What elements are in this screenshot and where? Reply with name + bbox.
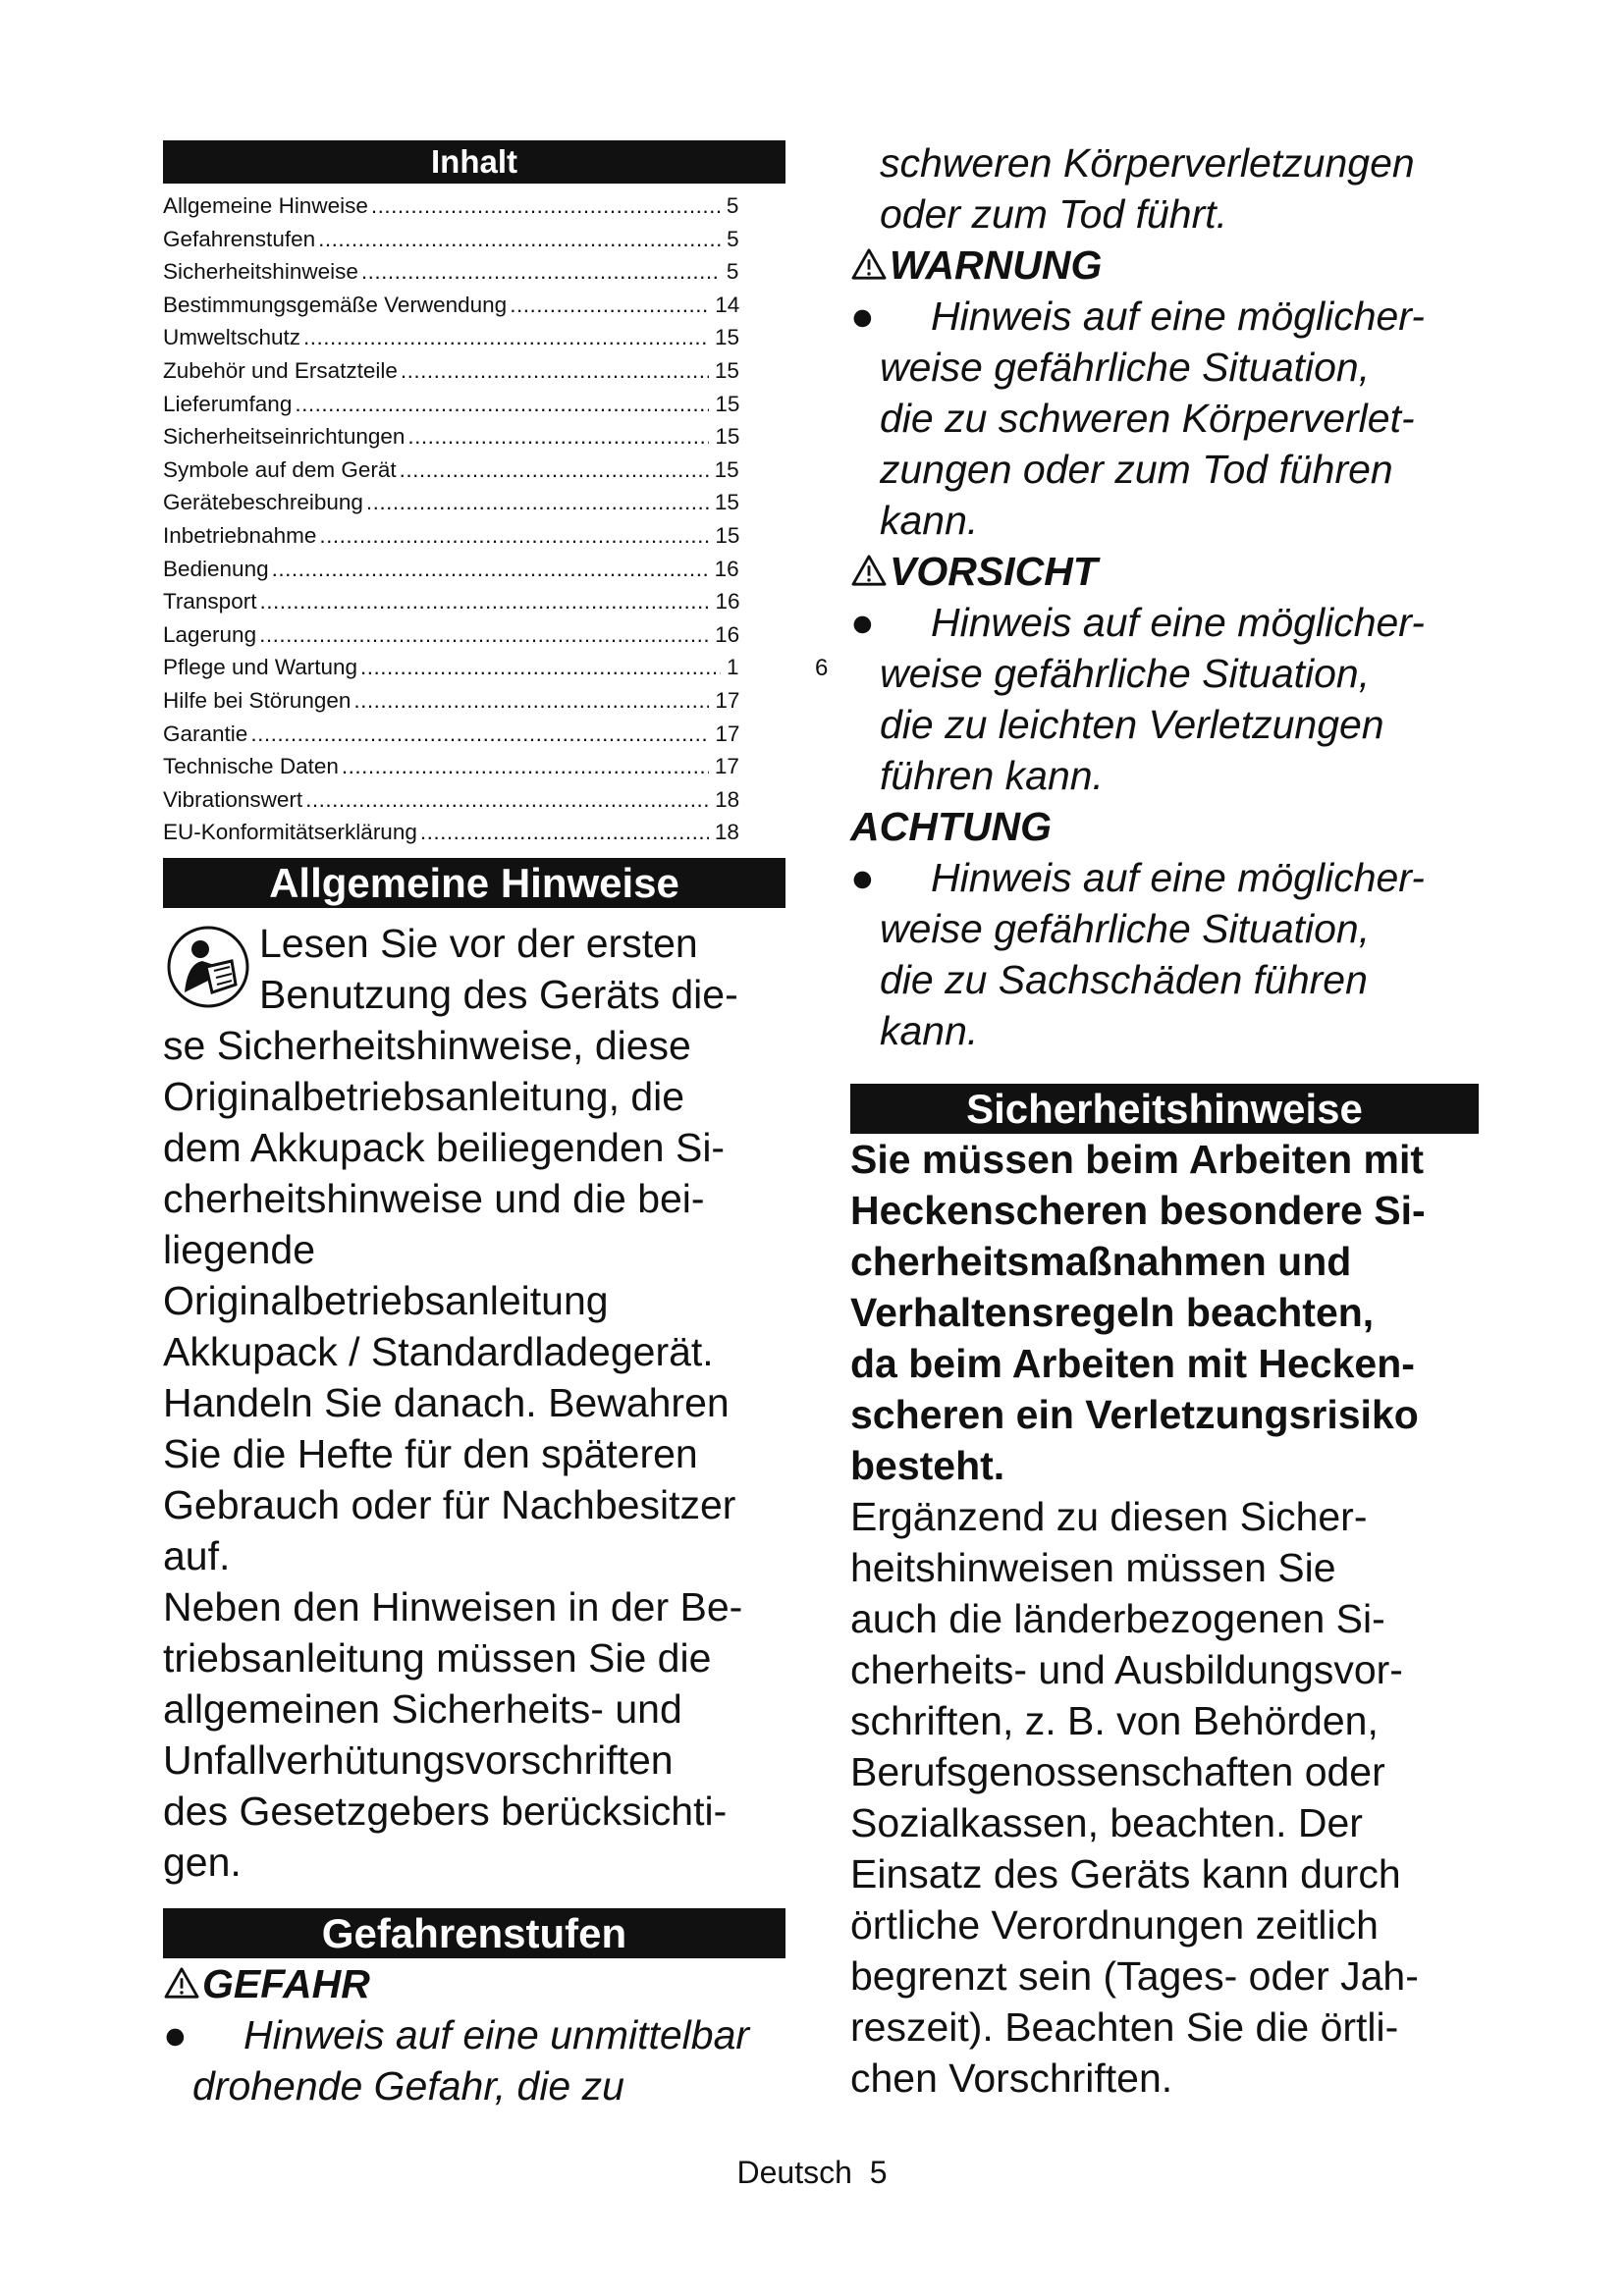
safety-normal-text [850, 1491, 1479, 2104]
toc-leader-dots [360, 651, 721, 684]
level-vorsicht: VORSICHT [850, 546, 1479, 597]
toc-entry[interactable] [163, 420, 785, 454]
toc-entry-label: Vibrationswert [163, 786, 303, 812]
text-line: weise gefährliche Situation, [880, 345, 1371, 390]
text-line: Handeln Sie danach. Bewahren [163, 1379, 730, 1425]
text-line: örtliche Verordnungen zeitlich [850, 1902, 1379, 1948]
toc-leader-dots [259, 585, 709, 618]
toc-entry[interactable] [163, 553, 785, 586]
text-line: Berufsgenossenschaften oder [850, 1749, 1385, 1794]
toc-leader-dots [401, 354, 709, 388]
text-line: die zu Sachschäden führen [880, 957, 1368, 1002]
toc-entry-page: 14 [715, 292, 740, 317]
text-line: weise gefährliche Situation, [880, 906, 1371, 951]
toc-leader-dots [420, 816, 709, 849]
toc-entry[interactable] [163, 454, 785, 487]
section-title-safety: Sicherheitshinweise [850, 1084, 1479, 1134]
toc-entry-label: Lagerung [163, 621, 257, 647]
toc-entry-page: 15 [715, 391, 740, 416]
toc-leader-dots [510, 289, 709, 322]
toc-entry-label: Allgemeine Hinweise [163, 193, 368, 218]
level-gefahr: GEFAHR [163, 1958, 785, 2009]
toc-entry-page: 16 [714, 556, 739, 581]
toc-entry-label: Transport [163, 589, 257, 614]
text-line: Sie müssen beim Arbeiten mit [850, 1137, 1425, 1182]
text-line: weise gefährliche Situation, [880, 651, 1371, 696]
level-warnung: WARNUNG [850, 240, 1479, 291]
text-line: gen. [163, 1839, 242, 1885]
text-line: des Gesetzgebers berücksichti- [163, 1788, 728, 1834]
toc-entry[interactable] [163, 651, 785, 684]
text-line: heitshinweisen müssen Sie [850, 1545, 1336, 1590]
gefahr-text: ● Hinweis auf eine unmittelbar drohende Gefahr, die zu [163, 2009, 785, 2111]
vorsicht-text: ● Hinweis auf eine möglicher- weise gefährliche Situation, die zu leichten Verletzungen führen kann. [850, 597, 1479, 801]
text-line: triebsanleitung müssen Sie die [163, 1634, 712, 1681]
toc-entry-label: Hilfe bei Störungen [163, 687, 352, 713]
text-line: oder zum Tod führt. [880, 191, 1228, 237]
toc-entry-page: 17 [715, 687, 740, 713]
toc-entry-page: 1 [727, 655, 739, 680]
page-footer [0, 2155, 1624, 2191]
toc-entry[interactable] [163, 255, 785, 289]
stray-page-digit: 6 [815, 655, 829, 681]
toc-entry-page: 18 [714, 820, 739, 845]
toc-leader-dots [259, 618, 709, 652]
text-line: Ergänzend zu diesen Sicher- [850, 1494, 1368, 1539]
toc-entry[interactable] [163, 519, 785, 553]
general-intro [163, 918, 785, 1888]
toc-entry-page: 16 [715, 621, 740, 647]
toc-entry-label: Symbole auf dem Gerät [163, 456, 397, 482]
text-line: cherheitsmaßnahmen und [850, 1239, 1352, 1284]
general-paragraph-2 [163, 1581, 785, 1888]
toc-entry[interactable] [163, 289, 785, 322]
text-line: kann. [880, 1008, 979, 1053]
toc-leader-dots [353, 684, 709, 718]
toc-entry[interactable] [163, 783, 785, 817]
text-line: auch die länderbezogenen Si- [850, 1596, 1385, 1641]
section-title-hazard: Gefahrenstufen [163, 1908, 785, 1958]
text-line: Verhaltensregeln beachten, [850, 1290, 1375, 1335]
warnung-text: ● Hinweis auf eine möglicher- weise gefährliche Situation, die zu schweren Körperverlet- zungen oder zum Tod führen kann. [850, 291, 1479, 546]
toc-leader-dots [400, 454, 709, 487]
left-column [163, 140, 785, 2111]
footer-language: Deutsch [736, 2155, 852, 2190]
toc-entry[interactable] [163, 321, 785, 354]
text-line: Gebrauch oder für Nachbesitzer [163, 1481, 736, 1527]
text-line: zungen oder zum Tod führen [880, 447, 1393, 492]
toc-entry-page: 15 [715, 325, 740, 350]
toc-entry-label: Pflege und Wartung [163, 655, 358, 680]
text-line: cherheitshinweise und die bei- [163, 1175, 705, 1221]
level-achtung: ACHTUNG [850, 804, 1052, 849]
toc-leader-dots [303, 321, 709, 354]
text-line: allgemeinen Sicherheits- und [163, 1685, 682, 1732]
text-line: die zu leichten Verletzungen [880, 702, 1384, 747]
toc-entry-page: 5 [726, 193, 739, 218]
text-line: chen Vorschriften. [850, 2056, 1173, 2101]
toc-entry-label: Technische Daten [163, 754, 339, 779]
text-line: Unfallverhütungsvorschriften [163, 1736, 674, 1783]
text-line: drohende Gefahr, die zu [192, 2062, 624, 2109]
toc-entry-label: Bedienung [163, 556, 269, 581]
read-manual-icon [163, 922, 261, 1020]
toc-entry-label: Sicherheitshinweise [163, 259, 358, 285]
gefahr-text-continued [850, 137, 1479, 240]
toc-entry-label: Garantie [163, 721, 248, 746]
text-line: Einsatz des Geräts kann durch [850, 1851, 1401, 1896]
text-line: schriften, z. B. von Behörden, [850, 1698, 1379, 1743]
toc-entry[interactable] [163, 684, 785, 718]
toc-leader-dots [250, 718, 709, 751]
toc-leader-dots [361, 255, 721, 289]
text-line: Benutzung des Geräts die- [259, 971, 738, 1017]
text-line: cherheits- und Ausbildungsvor- [850, 1647, 1403, 1692]
text-line: liegende [163, 1226, 316, 1272]
text-line: reszeit). Beachten Sie die örtli- [850, 2004, 1399, 2050]
text-line: besteht. [850, 1443, 1005, 1488]
toc-entry-label: Gefahrenstufen [163, 226, 316, 251]
toc-title: Inhalt [163, 140, 785, 184]
toc-entry[interactable] [163, 585, 785, 618]
text-line: Heckenscheren besondere Si- [850, 1188, 1426, 1233]
text-line: Sie die Hefte für den späteren [163, 1430, 698, 1476]
toc-leader-dots [295, 388, 709, 421]
toc-entry-page: 15 [715, 424, 740, 450]
toc-leader-dots [407, 420, 709, 454]
toc-entry[interactable] [163, 388, 785, 421]
text-line: Hinweis auf eine möglicher- [931, 294, 1425, 339]
toc-entry[interactable] [163, 816, 785, 849]
footer-page-number: 5 [869, 2155, 888, 2190]
text-line: scheren ein Verletzungsrisiko [850, 1392, 1419, 1437]
text-line: Hinweis auf eine unmittelbar [244, 2011, 750, 2057]
toc-entry-page: 17 [715, 721, 740, 746]
text-line: führen kann. [880, 753, 1104, 798]
section-title-general: Allgemeine Hinweise [163, 858, 785, 908]
safety-bold-text [850, 1134, 1479, 1491]
right-column [850, 137, 1479, 2104]
text-line: Lesen Sie vor der ersten [259, 920, 698, 966]
text-line: se Sicherheitshinweise, diese [163, 1022, 691, 1068]
text-line: Hinweis auf eine möglicher- [931, 600, 1425, 645]
text-line: dem Akkupack beiliegenden Si- [163, 1124, 726, 1170]
toc-entry-page: 5 [727, 226, 739, 251]
text-line: Neben den Hinweisen in der Be- [163, 1583, 743, 1629]
text-line: Akkupack / Standardladegerät. [163, 1328, 714, 1374]
toc-entry-label: Bestimmungsgemäße Verwendung [163, 292, 508, 317]
toc-entry-page: 15 [715, 522, 740, 548]
toc-leader-dots [305, 783, 709, 817]
toc-entry-page: 15 [714, 490, 739, 515]
text-line: Sozialkassen, beachten. Der [850, 1800, 1363, 1845]
toc-leader-dots [272, 553, 709, 586]
achtung-text: ● Hinweis auf eine möglicher- weise gefährliche Situation, die zu Sachschäden führen kann. [850, 852, 1479, 1056]
toc-list [163, 189, 785, 849]
toc-entry-label: EU-Konformitätserklärung [163, 820, 417, 845]
toc-entry-page: 18 [715, 786, 740, 812]
toc-entry-label: Lieferumfang [163, 391, 293, 416]
text-line: Originalbetriebsanleitung, die [163, 1073, 685, 1119]
toc-entry-label: Umweltschutz [163, 325, 301, 350]
toc-entry-label: Inbetriebnahme [163, 522, 317, 548]
toc-entry-page: 5 [726, 259, 739, 285]
toc-entry[interactable] [163, 354, 785, 388]
toc-entry[interactable] [163, 223, 785, 256]
toc-entry-page: 15 [714, 456, 739, 482]
text-line: da beim Arbeiten mit Hecken- [850, 1341, 1415, 1386]
toc-leader-dots [371, 189, 721, 223]
warning-triangle-icon [163, 1966, 200, 2000]
toc-entry[interactable] [163, 750, 785, 783]
text-line: begrenzt sein (Tages- oder Jah- [850, 1953, 1419, 1999]
warning-triangle-icon [850, 554, 888, 587]
toc-leader-dots [342, 750, 709, 783]
toc-leader-dots [319, 519, 709, 553]
toc-entry-label: Gerätebeschreibung [163, 490, 363, 515]
toc-entry-page: 16 [715, 589, 740, 614]
toc-leader-dots [366, 486, 709, 519]
text-line: schweren Körperverletzungen [880, 140, 1415, 186]
toc-entry-label: Sicherheitseinrichtungen [163, 424, 406, 450]
text-line: Originalbetriebsanleitung [163, 1277, 609, 1323]
text-line: kann. [880, 498, 979, 543]
text-line: die zu schweren Körperverlet- [880, 396, 1415, 441]
toc-entry[interactable] [163, 486, 785, 519]
toc-entry[interactable] [163, 618, 785, 652]
toc-entry-label: Zubehör und Ersatzteile [163, 357, 398, 383]
toc-entry[interactable] [163, 189, 785, 223]
text-line: Hinweis auf eine möglicher- [931, 855, 1425, 900]
toc-leader-dots [318, 223, 721, 256]
toc-entry-page: 15 [714, 357, 739, 383]
toc-entry-page: 17 [714, 754, 739, 779]
toc-entry[interactable] [163, 718, 785, 751]
warning-triangle-icon [850, 247, 888, 281]
text-line: auf. [163, 1532, 231, 1578]
